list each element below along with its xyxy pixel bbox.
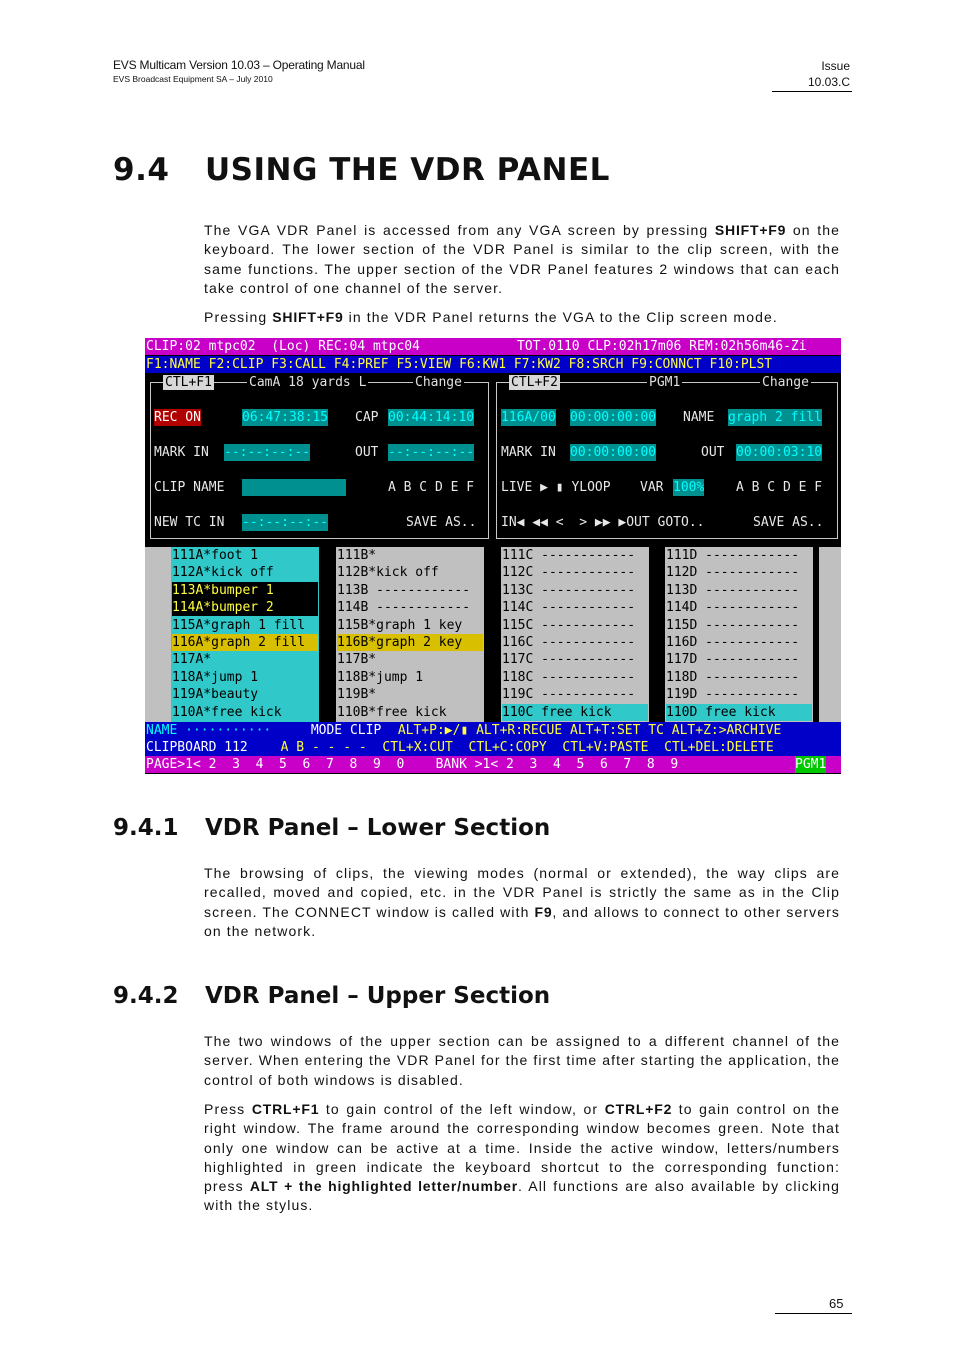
issue-label: Issue <box>821 59 850 73</box>
left-window-name: CamA 18 yards L <box>249 375 367 390</box>
clip-slot[interactable]: 116B*graph 2 key <box>337 634 483 651</box>
right-camera-selector[interactable]: A B C D E F <box>736 480 823 495</box>
clip-slot[interactable]: 112D ------------ <box>666 565 800 581</box>
subsection-heading-upper: 9.4.2 VDR Panel – Upper Section <box>113 983 551 1009</box>
clip-slot[interactable]: 117B* <box>337 652 377 668</box>
right-change-button[interactable]: Change <box>762 375 809 390</box>
footer-rule <box>775 1313 852 1314</box>
clip-slot[interactable]: 116A*graph 2 fill <box>172 634 318 651</box>
clip-slot[interactable]: 118A*jump 1 <box>172 669 259 685</box>
transport-controls[interactable]: IN◀ ◀◀ < > ▶▶ ▶OUT GOTO.. <box>501 515 705 530</box>
right-mark-in-tc: 00:00:00:00 <box>570 445 657 460</box>
left-mark-in-tc: --:--:--:-- <box>224 445 311 460</box>
rec-timecode: 06:47:38:15 <box>242 410 329 425</box>
rec-on-button[interactable]: REC ON <box>154 410 201 425</box>
status-bar: CLIP:02 mtpc02 (Loc) REC:04 mtpc04 TOT.0110 CLP:02h17m06 REM:02h56m46-Zi <box>145 338 841 355</box>
right-name-value: graph 2 fill <box>728 410 822 425</box>
left-change-button[interactable]: Change <box>415 375 462 390</box>
left-camera-selector[interactable]: A B C D E F <box>388 480 475 495</box>
clip-slot[interactable]: 110C free kick <box>502 704 648 721</box>
clip-slot[interactable]: 119B* <box>337 687 377 703</box>
header-rule <box>772 91 852 92</box>
running-header <box>113 58 365 84</box>
right-window-name: PGM1 <box>649 375 681 390</box>
clip-slot[interactable]: 114B ------------ <box>337 600 471 616</box>
live-loop-controls[interactable]: LIVE ▶ ▮ YLOOP <box>501 480 611 495</box>
clip-slot[interactable]: 116D ------------ <box>666 635 800 650</box>
page-bank-bar: PAGE>1< 2 3 4 5 6 7 8 9 0 BANK >1< 2 3 4 5 6 7 8 9 PGM1 <box>145 756 841 773</box>
clip-slot[interactable]: 111A*foot 1 <box>172 548 259 563</box>
clip-slot[interactable]: 117A* <box>172 652 212 668</box>
clip-slot[interactable]: 113C ------------ <box>502 582 636 598</box>
clip-name-label: CLIP NAME <box>154 480 225 495</box>
clip-slot[interactable]: 113B ------------ <box>337 582 471 598</box>
clip-slot[interactable]: 113D ------------ <box>666 582 800 598</box>
right-clip-id: 116A/00 <box>501 410 556 425</box>
company-line: EVS Broadcast Equipment SA – July 2010 <box>113 74 273 84</box>
clip-slot[interactable]: 115B*graph 1 key <box>337 617 463 633</box>
clip-slot[interactable]: 111C ------------ <box>502 548 636 563</box>
ctl-f1-label[interactable]: CTL+F1 <box>165 375 212 390</box>
new-tc-in-field[interactable]: --:--:--:-- <box>242 515 329 530</box>
left-out-button[interactable]: OUT <box>355 445 379 460</box>
clip-slot[interactable]: 111D ------------ <box>666 548 800 563</box>
section-title: USING THE VDR PANEL <box>205 152 610 188</box>
var-label[interactable]: VAR <box>640 480 664 495</box>
clip-slot[interactable]: 114A*bumper 2 <box>172 599 318 616</box>
clip-slot[interactable]: 119A*beauty <box>172 687 259 703</box>
issue-value: 10.03.C <box>807 75 850 89</box>
clip-slot[interactable]: 118C ------------ <box>502 669 636 685</box>
clip-slot[interactable]: 115A*graph 1 fill <box>172 617 306 633</box>
clip-slot[interactable]: 118D ------------ <box>666 669 800 685</box>
clip-slot[interactable]: 114C ------------ <box>502 600 636 616</box>
document-title: EVS Multicam Version 10.03 – Operating Manual <box>113 58 365 72</box>
clip-slot[interactable]: 119C ------------ <box>502 687 636 703</box>
clip-slot[interactable]: 110D free kick <box>666 704 812 721</box>
clip-slot[interactable]: 117C ------------ <box>502 652 636 668</box>
intro-paragraph-1: The VGA VDR Panel is accessed from any VGA screen by pressing SHIFT+F9 on the keyboard. The lower section of the VDR Panel is similar to the clip screen, with the same functions. The upper section of the VDR Panel features 2 windows that can each take control of one channel of the server. <box>204 222 840 296</box>
clip-slot[interactable]: 115C ------------ <box>502 617 636 633</box>
ctl-f2-label[interactable]: CTL+F2 <box>511 375 558 390</box>
section-heading <box>113 152 610 188</box>
right-timecode: 00:00:00:00 <box>570 410 657 425</box>
upper-section-paragraph-1: The two windows of the upper section can be assigned to a different channel of the server. When entering the VDR Panel for the first time after starting the application, the control of both windows is disabled. <box>204 1033 840 1088</box>
clip-slot[interactable]: 115D ------------ <box>666 617 800 633</box>
clip-slot[interactable]: 119D ------------ <box>666 687 800 703</box>
vdr-panel-screenshot <box>145 338 841 774</box>
section-number: 9.4 <box>113 152 170 188</box>
clip-slot[interactable]: 111B* <box>337 548 377 563</box>
clip-name-field[interactable] <box>242 479 346 496</box>
clip-slot[interactable]: 117D ------------ <box>666 652 800 668</box>
right-name-label: NAME <box>683 410 715 425</box>
right-mark-in-button[interactable]: MARK IN <box>501 445 556 460</box>
clip-slot[interactable]: 110B*free kick <box>337 704 447 720</box>
clip-slot[interactable]: 112C ------------ <box>502 565 636 581</box>
issue-block <box>808 58 850 90</box>
left-save-as-button[interactable]: SAVE AS.. <box>406 515 477 530</box>
left-out-tc: --:--:--:-- <box>388 445 475 460</box>
right-out-tc: 00:00:03:10 <box>736 445 823 460</box>
right-out-button[interactable]: OUT <box>701 445 725 460</box>
clip-slot[interactable]: 113A*bumper 1 <box>172 582 318 599</box>
mode-bar: NAME ··········· MODE CLIP ALT+P:▶/▮ ALT+R:RECUE ALT+T:SET TC ALT+Z:>ARCHIVE <box>145 722 841 739</box>
intro-paragraph-2: Pressing SHIFT+F9 in the VDR Panel returns the VGA to the Clip screen mode. <box>204 309 778 325</box>
clip-list <box>145 547 841 722</box>
clip-slot[interactable]: 110A*free kick <box>172 704 282 720</box>
clip-slot[interactable]: 112A*kick off <box>172 565 274 581</box>
clip-slot[interactable]: 114D ------------ <box>666 600 800 616</box>
left-mark-in-button[interactable]: MARK IN <box>154 445 209 460</box>
clip-slot[interactable]: 116C ------------ <box>502 635 636 650</box>
cap-label: CAP <box>355 410 379 425</box>
lower-section-paragraph: The browsing of clips, the viewing modes (normal or extended), the way clips are recalled, moved and copied, etc. in the VDR Panel is strictly the same as in the Clip screen. The CONNECT window is called with F9, and allows to connect to other servers on the network. <box>204 865 841 939</box>
subsection-heading-lower: 9.4.1 VDR Panel – Lower Section <box>113 815 551 841</box>
page-number: 65 <box>829 1296 844 1311</box>
cap-timecode: 00:44:14:10 <box>388 410 475 425</box>
new-tc-in-label[interactable]: NEW TC IN <box>154 515 225 530</box>
upper-section-paragraph-2: Press CTRL+F1 to gain control of the left window, or CTRL+F2 to gain control on the right window. The frame around the corresponding window becomes green. Note that only one window can be active at a time. Inside the active window, letters/numbers highlighted in green indicate the keyboard shortcut to the corresponding function: press ALT + the highlighted letter/number. All functions are also available by clicking with the stylus. <box>204 1101 840 1214</box>
var-value: 100% <box>673 480 705 495</box>
function-keys-bar[interactable]: F1:NAME F2:CLIP F3:CALL F4:PREF F5:VIEW F6:KW1 F7:KW2 F8:SRCH F9:CONNCT F10:PLST <box>145 356 841 373</box>
clip-slot[interactable]: 118B*jump 1 <box>337 669 424 685</box>
right-save-as-button[interactable]: SAVE AS.. <box>753 515 824 530</box>
clip-slot[interactable]: 112B*kick off <box>337 565 439 581</box>
clipboard-bar: CLIPBOARD 112 A B - - - - CTL+X:CUT CTL+C:COPY CTL+V:PASTE CTL+DEL:DELETE <box>145 739 841 756</box>
